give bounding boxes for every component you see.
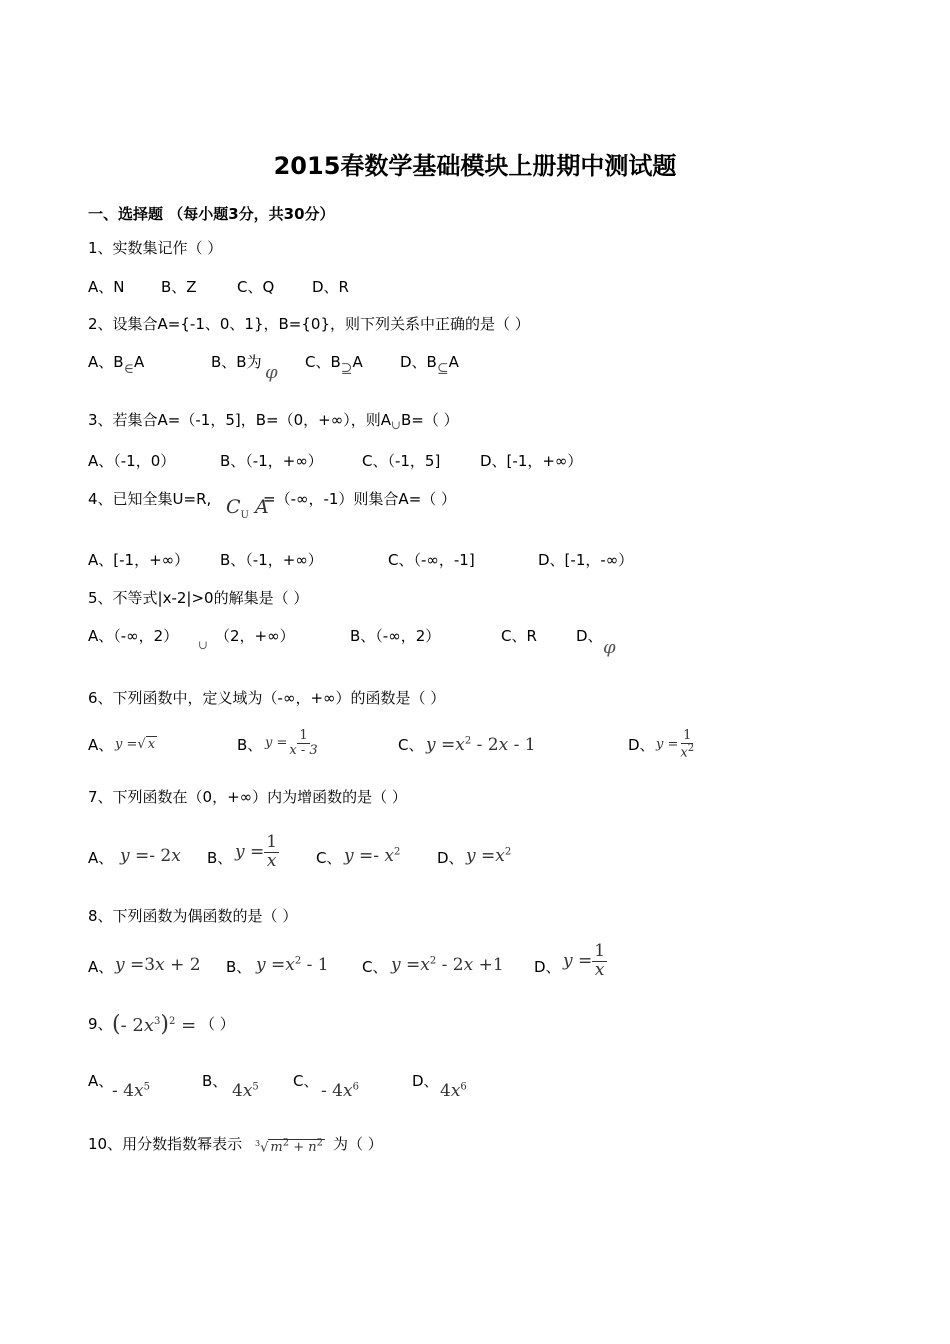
q7-option-b-formula: y = $\frac{1}{x}$ <box>235 832 278 871</box>
q7-option-c-formula: $y =- x^2$ <box>344 846 401 866</box>
empty-set-symbol: φ <box>265 362 278 383</box>
q10-radical-expression: $^3$√ $m^2 + n^2$ <box>255 1138 324 1156</box>
question-6-stem: 6、下列函数中，定义域为（-∞，+∞）的函数是（ ） <box>88 689 446 707</box>
q9-option-d-formula: $4x^6$ <box>440 1081 467 1101</box>
q7-option-b: B、 <box>207 849 233 867</box>
q7-option-d-formula: $y =x^2$ <box>466 846 512 866</box>
q6-option-d: D、 <box>628 736 655 754</box>
q2-option-b: B、B为 <box>211 353 262 371</box>
q6-option-a-formula: y =√ x <box>115 737 156 752</box>
q8-option-b-formula: $y =x^2 - 1$ <box>256 955 329 975</box>
q3-option-d: D、[-1，+∞） <box>480 452 583 470</box>
q2-option-d-set: A <box>448 353 459 371</box>
question-3-stem <box>88 410 459 431</box>
q9-option-b: B、 <box>202 1072 228 1090</box>
q7-option-d: D、 <box>437 849 464 867</box>
question-8-stem: 8、下列函数为偶函数的是（ ） <box>88 907 298 925</box>
q9-option-d: D、 <box>412 1072 439 1090</box>
q6-option-d-formula: y = $\frac{1}{x^2}$ <box>656 728 695 760</box>
superset-symbol: ⊇ <box>340 361 353 377</box>
q8-option-c-formula: $y =x^2 - 2x +1$ <box>391 955 504 975</box>
q2-option-d <box>400 352 459 377</box>
question-1-stem: 1、实数集记作（ ） <box>88 239 223 257</box>
union-symbol: ∪ <box>390 418 402 432</box>
q2-option-a-set: A <box>133 353 145 371</box>
q5-option-c: C、R <box>501 627 537 645</box>
subset-symbol: ⊆ <box>436 361 449 377</box>
q8-option-d: D、 <box>534 958 561 976</box>
q9-option-a: A、 <box>88 1072 114 1090</box>
q6-option-c-formula: $y =x^2 - 2x - 1$ <box>426 735 536 755</box>
q3-option-b: B、（-1，+∞） <box>220 452 323 470</box>
q4-option-c: C、（-∞，-1] <box>388 551 475 569</box>
q3-stem-part-b: B=（ ） <box>401 411 459 429</box>
q9-option-c: C、 <box>293 1072 319 1090</box>
q5-option-b: B、（-∞，2） <box>350 627 441 645</box>
q9-expression: (- $2x^3)^2$ = <box>112 1012 197 1037</box>
q8-option-a-formula: y =3x + 2 <box>115 955 201 975</box>
question-2-stem: 2、设集合A={-1、0、1}，B={0}，则下列关系中正确的是（ ） <box>88 315 530 333</box>
section-heading: 一、选择题 （每小题3分，共30分） <box>88 205 335 223</box>
question-9-prefix: 9、 <box>88 1015 113 1033</box>
q5-option-d: D、 <box>576 627 603 645</box>
q4-option-b: B、（-1，+∞） <box>220 551 323 569</box>
q7-option-c: C、 <box>316 849 342 867</box>
question-5-stem: 5、不等式|x-2|>0的解集是（ ） <box>88 589 309 607</box>
q8-option-a: A、 <box>88 958 114 976</box>
q7-option-a-formula: y =- 2x <box>120 846 181 866</box>
q6-option-b-formula: y = $\frac{1}{x - 3}$ <box>265 728 318 758</box>
q2-option-a <box>88 352 145 377</box>
q6-option-c: C、 <box>398 736 424 754</box>
q9-option-c-formula: - $4x^6$ <box>321 1081 359 1101</box>
q9-stem-suffix: （ ） <box>200 1015 235 1033</box>
q2-option-d-label: D、B <box>400 353 437 371</box>
q5-option-a-part-2: （2，+∞） <box>215 627 295 645</box>
question-10-stem: 10、用分数指数幂表示 <box>88 1135 243 1153</box>
q7-option-a: A、 <box>88 849 114 867</box>
q4-option-d: D、[-1，-∞） <box>538 551 634 569</box>
q4-stem-part-b: =（-∞，-1）则集合A=（ ） <box>263 490 457 508</box>
q3-stem-part-a: 3、若集合A=（-1，5]，B=（0，+∞），则A <box>88 411 391 429</box>
q8-option-c: C、 <box>362 958 388 976</box>
question-4-stem: 4、已知全集U=R, <box>88 490 212 508</box>
q2-option-c <box>305 352 363 377</box>
complement-notation: $C_U$ A <box>226 496 269 521</box>
q2-option-a-label: A、B <box>88 353 124 371</box>
empty-set-symbol: φ <box>603 637 616 658</box>
q2-option-c-label: C、B <box>305 353 341 371</box>
q2-option-c-set: A <box>352 353 363 371</box>
q1-option-d: D、R <box>312 278 349 296</box>
q9-option-b-formula: $4x^5$ <box>232 1081 259 1101</box>
q6-option-a: A、 <box>88 736 114 754</box>
q6-option-b: B、 <box>237 736 263 754</box>
q9-option-a-formula: - $4x^5$ <box>112 1081 150 1101</box>
q4-option-a: A、[-1，+∞） <box>88 551 190 569</box>
page-title: 2015春数学基础模块上册期中测试题 <box>273 152 677 180</box>
q8-option-b: B、 <box>226 958 252 976</box>
question-7-stem: 7、下列函数在（0，+∞）内为增函数的是（ ） <box>88 788 407 806</box>
q10-stem-suffix: 为（ ） <box>333 1135 383 1153</box>
q3-option-a: A、（-1，0） <box>88 452 176 470</box>
q1-option-b: B、Z <box>161 278 197 296</box>
q5-option-a: A、（-∞，2） <box>88 627 179 645</box>
q1-option-a: A、N <box>88 278 125 296</box>
q1-option-c: C、Q <box>237 278 275 296</box>
union-symbol: ∪ <box>198 638 209 652</box>
q3-option-c: C、（-1，5] <box>362 452 441 470</box>
q8-option-d-formula: y = $\frac{1}{x}$ <box>563 941 606 980</box>
element-of-symbol: ∈ <box>123 361 134 377</box>
